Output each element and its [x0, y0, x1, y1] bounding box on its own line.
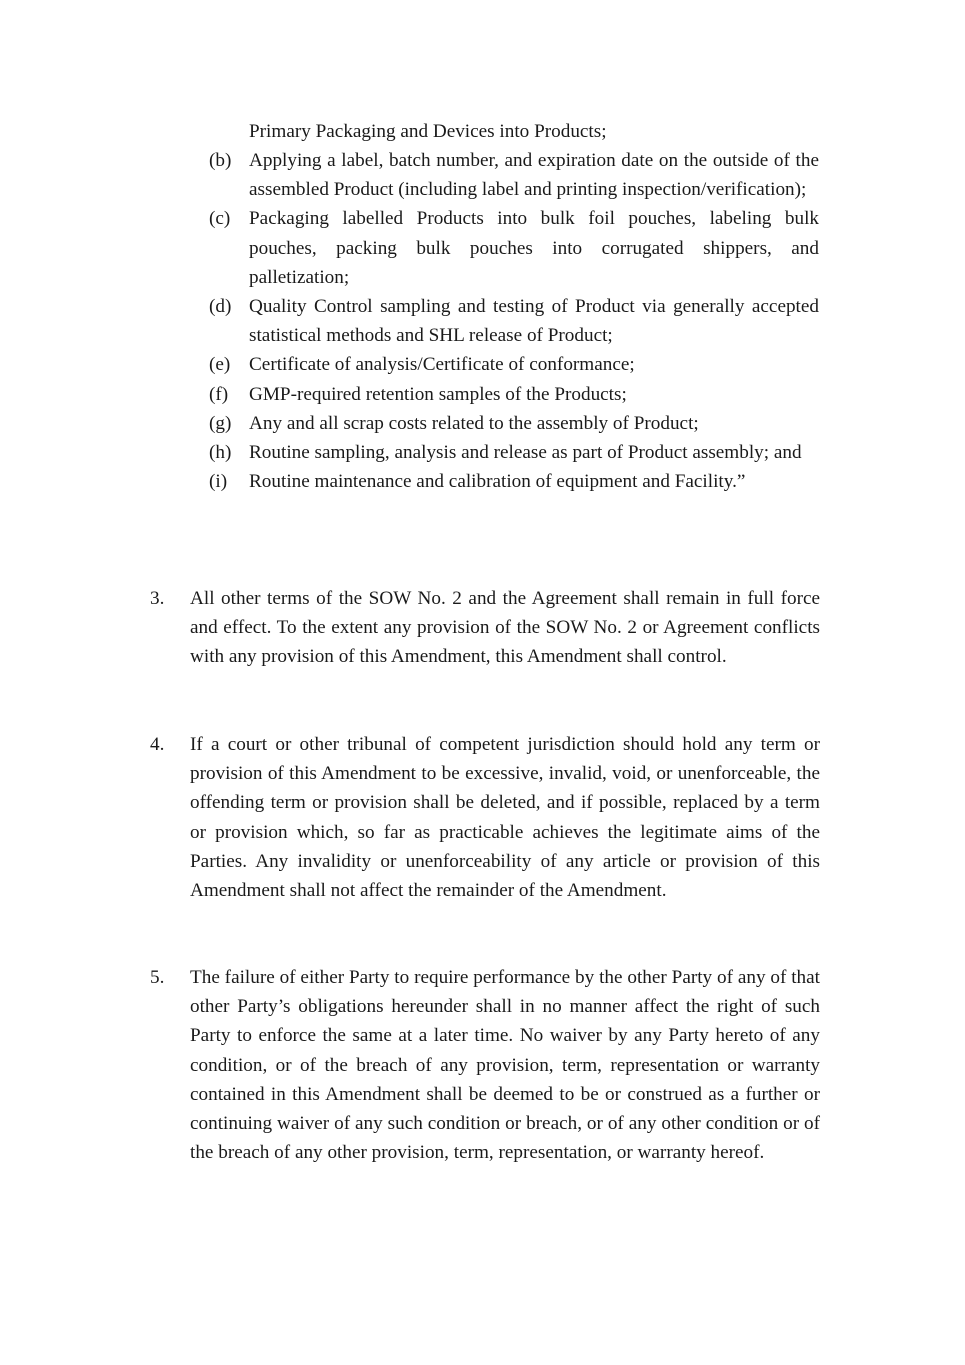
sub-item-f: [209, 380, 826, 409]
clause-number: 5.: [150, 967, 165, 988]
clause-text: If a court or other tribunal of competent jurisdiction should hold any term or provision of this Amendment to be excessive, invalid, void, or unenforceable, the offending term or provision shall be deleted, and if possible, replaced by a term or provision which, so far as practicable achieves the legitimate aims of the Parties. Any invalidity or unenforceability of any article or provision of this Amendment shall not affect the remainder of the Amendment.: [190, 734, 820, 902]
clause-4: [150, 730, 820, 905]
sub-item-label: (g): [209, 412, 232, 434]
clause-text: All other terms of the SOW No. 2 and the Agreement shall remain in full force and effect. To the extent any provision of the SOW No. 2 or Agreement conflicts with any provision of this Amendment, this Amendment shall control.: [190, 588, 820, 668]
sub-item-text: Quality Control sampling and testing of Product via generally accepted statistical methods and SHL release of Product;: [249, 296, 819, 347]
clause-text: The failure of either Party to require performance by the other Party of any of that other Party’s obligations hereunder shall in no manner affect the right of such Party to enforce the same at a later time. No waiver by any Party hereto of any condition, or of the breach of any provision, term, representation or warranty contained in this Amendment shall be deemed to be or construed as a further or continuing waiver of any such condition or breach, or of any other condition or of the breach of any other provision, term, representation, or warranty hereof.: [190, 967, 820, 1164]
clause-number: 3.: [150, 588, 165, 609]
sub-item-i: [209, 467, 826, 496]
sub-item-text: Packaging labelled Products into bulk foil pouches, labeling bulk pouches, packing bulk pouches into corrugated shippers, and palletization;: [249, 208, 819, 288]
sub-item-text: Any and all scrap costs related to the assembly of Product;: [249, 412, 699, 434]
sub-item-text: Applying a label, batch number, and expiration date on the outside of the assembled Product (including label and printing inspection/verification);: [249, 150, 819, 201]
sub-item-list: [209, 146, 826, 496]
sub-item-label: (i): [209, 471, 228, 493]
sub-item-label: (d): [209, 296, 232, 318]
clause-number: 4.: [150, 734, 165, 755]
clause-5: [150, 963, 820, 1167]
sub-item-label: (b): [209, 150, 232, 171]
sub-item-text: Routine sampling, analysis and release as part of Product assembly; and: [249, 442, 802, 464]
sub-item-h: [209, 438, 826, 467]
continuation-text: Primary Packaging and Devices into Products;: [249, 121, 607, 142]
sub-item-label: (e): [209, 354, 231, 376]
sub-item-text: GMP-required retention samples of the Products;: [249, 383, 627, 405]
sub-item-c: [209, 204, 826, 292]
sub-item-e: [209, 350, 826, 379]
sub-item-label: (h): [209, 442, 232, 464]
sub-item-label: (f): [209, 383, 229, 405]
sub-item-b: [209, 146, 826, 204]
sub-item-d: [209, 292, 826, 350]
sub-item-text: Routine maintenance and calibration of equipment and Facility.”: [249, 471, 746, 493]
clause-3: [150, 584, 820, 672]
sub-item-g: [209, 409, 826, 438]
sub-item-label: (c): [209, 208, 231, 230]
sub-item-text: Certificate of analysis/Certificate of conformance;: [249, 354, 635, 376]
